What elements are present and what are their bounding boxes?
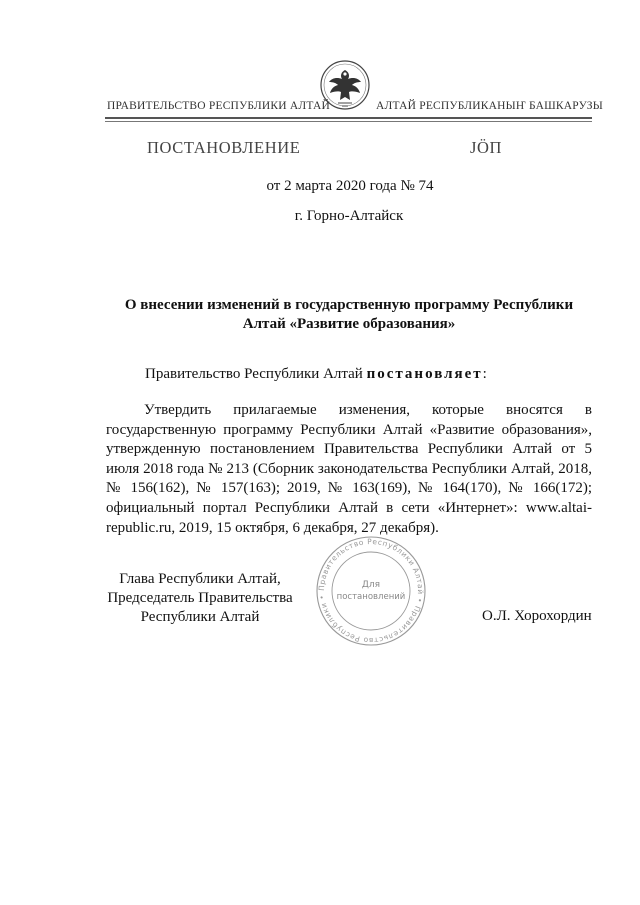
decree-verb: постановляет [366, 366, 483, 382]
official-stamp [314, 534, 428, 648]
signatory-name: О.Л. Хорохордин [482, 608, 592, 624]
doc-type-altai: JӦП [470, 138, 503, 157]
signature-position-line3: Республики Алтай [140, 609, 260, 625]
stamp-text-line2: постановлений [336, 592, 406, 602]
document-title: О внесении изменений в государственную программу Республики Алтай «Развитие образования» [124, 297, 574, 332]
header-rule-thin [105, 121, 592, 122]
signature-position [95, 570, 305, 627]
stamp-text-line1: Для [361, 580, 381, 590]
decree-lead: Правительство Республики Алтай [145, 366, 363, 382]
header-rule-thick [105, 117, 592, 119]
header-left-title: ПРАВИТЕЛЬСТВО РЕСПУБЛИКИ АЛТАЙ [107, 100, 331, 112]
document-city: г. Горно-Алтайск [294, 208, 404, 224]
signature-position-line1: Глава Республики Алтай, [119, 571, 281, 587]
signature-position-line2: Председатель Правительства [107, 590, 293, 606]
svg-text:Правительство Республики Алтай: Правительство Республики Алтай • Правительство Республики • [316, 536, 426, 646]
doc-type-russian: ПОСТАНОВЛЕНИЕ [147, 138, 301, 157]
decree-line [145, 366, 487, 383]
header-right-title: АЛТАЙ РЕСПУБЛИКАНЫҤ БАШКАРУЗЫ [376, 100, 603, 112]
body-paragraph: Утвердить прилагаемые изменения, которые вносятся в государственную программу Республики Алтай «Развитие образования», утвержденную постановлением Правительства Республики Алтай от 5 июля 2018 года № 213 (Сборник законодательства Республики Алтай, 2018, № 156(162), № 157(163); 2019, № 163(169), № 164(170), № 166(172); официальный портал Республики Алтай в сети «Интернет»: www.altai-republic.ru, 2019, 15 октября, 6 декабря, 27 декабря). [106, 402, 592, 536]
document-date: от 2 марта 2020 года № 74 [266, 178, 434, 194]
decree-colon: : [482, 366, 487, 382]
